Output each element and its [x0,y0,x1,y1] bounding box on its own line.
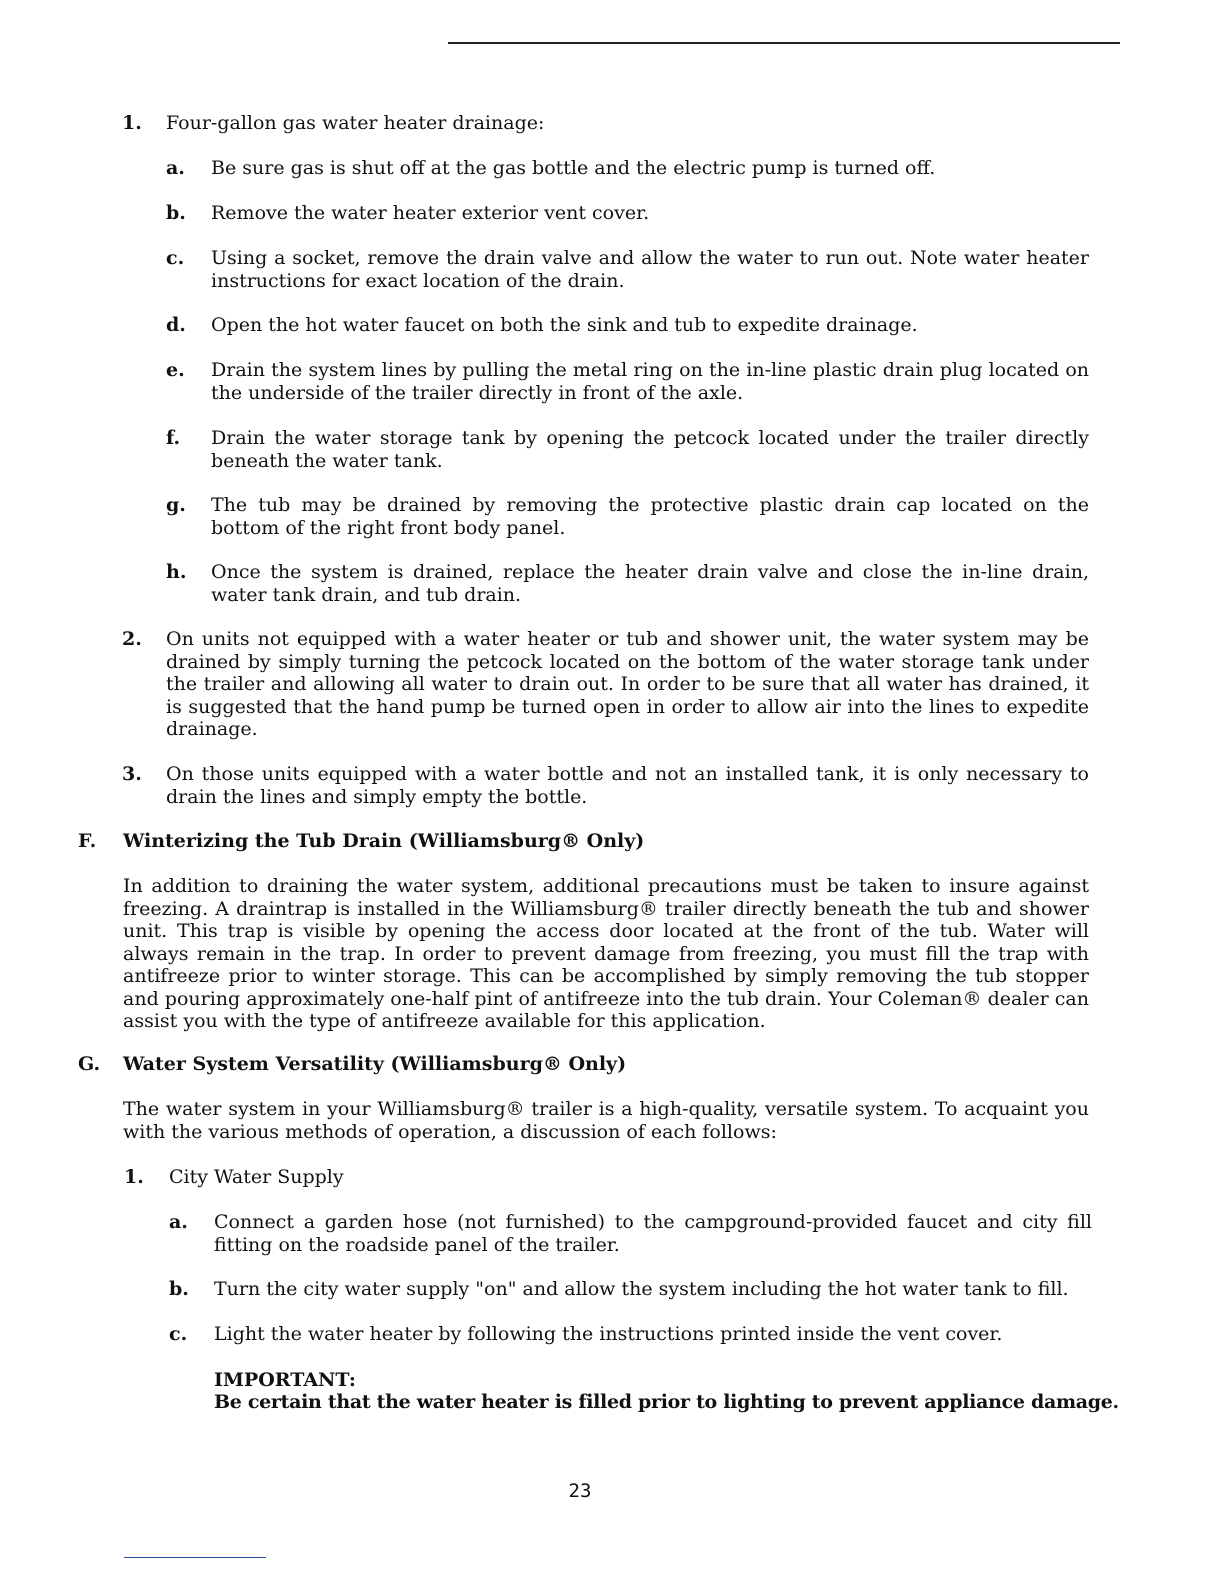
top-rule [448,42,1120,44]
step-letter: b. [166,202,186,224]
step-letter: f. [166,427,181,449]
step-letter: g. [166,494,186,516]
step-letter: a. [169,1211,188,1233]
step-text: Connect a garden hose (not furnished) to the campground-provided faucet and city fill fitting on the roadside panel of the trailer. [214,1211,1092,1256]
step-text: Drain the system lines by pulling the metal ring on the in-line plastic drain plug located on the underside of the trailer directly in front of the axle. [211,359,1089,404]
list-number: 3. [122,763,142,785]
step-text: Drain the water storage tank by opening the petcock located under the trailer directly beneath the water tank. [211,427,1089,472]
important-label: IMPORTANT: [214,1369,356,1391]
list-item-text: On units not equipped with a water heater or tub and shower unit, the water system may be drained by simply turning the petcock located on the bottom of the water storage tank under the trailer and allowing all water to drain out. In order to be sure that all water has drained, it is suggested that the hand pump be turned open in order to allow air into the lines to expedite drainage. [166,628,1089,740]
section-letter: G. [78,1053,101,1075]
section-body: The water system in your Williamsburg® trailer is a high-quality, versatile system. To acquaint you with the various methods of operation, a discussion of each follows: [123,1098,1089,1143]
important-warning: Be certain that the water heater is filled prior to lighting to prevent appliance damage. [214,1391,1119,1413]
list-item-text: Four-gallon gas water heater drainage: [166,112,545,134]
section-body: In addition to draining the water system, additional precautions must be taken to insure against freezing. A draintrap is installed in the Williamsburg® trailer directly beneath the tub and shower unit. This trap is visible by opening the access door located at the front of the tub. Water will always remain in the trap. In order to prevent damage from freezing, you must fill the trap with antifreeze prior to winter storage. This can be accomplished by simply removing the tub stopper and pouring approximately one-half pint of antifreeze into the tub drain. Your Coleman® dealer can assist you with the type of antifreeze available for this application. [123,875,1089,1032]
step-text: Turn the city water supply "on" and allow the system including the hot water tank to fill. [214,1278,1069,1300]
section-heading: Winterizing the Tub Drain (Williamsburg® Only) [123,830,645,852]
step-text: Once the system is drained, replace the heater drain valve and close the in-line drain, water tank drain, and tub drain. [211,561,1089,606]
step-letter: e. [166,359,185,381]
step-text: Light the water heater by following the instructions printed inside the vent cover. [214,1323,1003,1345]
step-letter: d. [166,314,186,336]
page-number: 23 [568,1480,592,1502]
step-text: Open the hot water faucet on both the sink and tub to expedite drainage. [211,314,918,336]
section-letter: F. [78,830,97,852]
step-letter: h. [166,561,187,583]
list-item-text: City Water Supply [169,1166,344,1188]
step-text: Using a socket, remove the drain valve and allow the water to run out. Note water heater instructions for exact location of the drain. [211,247,1089,292]
list-number: 1. [124,1166,144,1188]
step-letter: a. [166,157,185,179]
step-text: The tub may be drained by removing the protective plastic drain cap located on the bottom of the right front body panel. [211,494,1089,539]
list-number: 2. [122,628,142,650]
section-heading: Water System Versatility (Williamsburg® Only) [123,1053,627,1075]
list-item-text: On those units equipped with a water bottle and not an installed tank, it is only necessary to drain the lines and simply empty the bottle. [166,763,1089,808]
list-number: 1. [122,112,142,134]
step-letter: c. [166,247,185,269]
step-letter: c. [169,1323,188,1345]
step-text: Remove the water heater exterior vent cover. [211,202,650,224]
step-text: Be sure gas is shut off at the gas bottle and the electric pump is turned off. [211,157,936,179]
step-letter: b. [169,1278,189,1300]
footer-rule [124,1557,266,1558]
